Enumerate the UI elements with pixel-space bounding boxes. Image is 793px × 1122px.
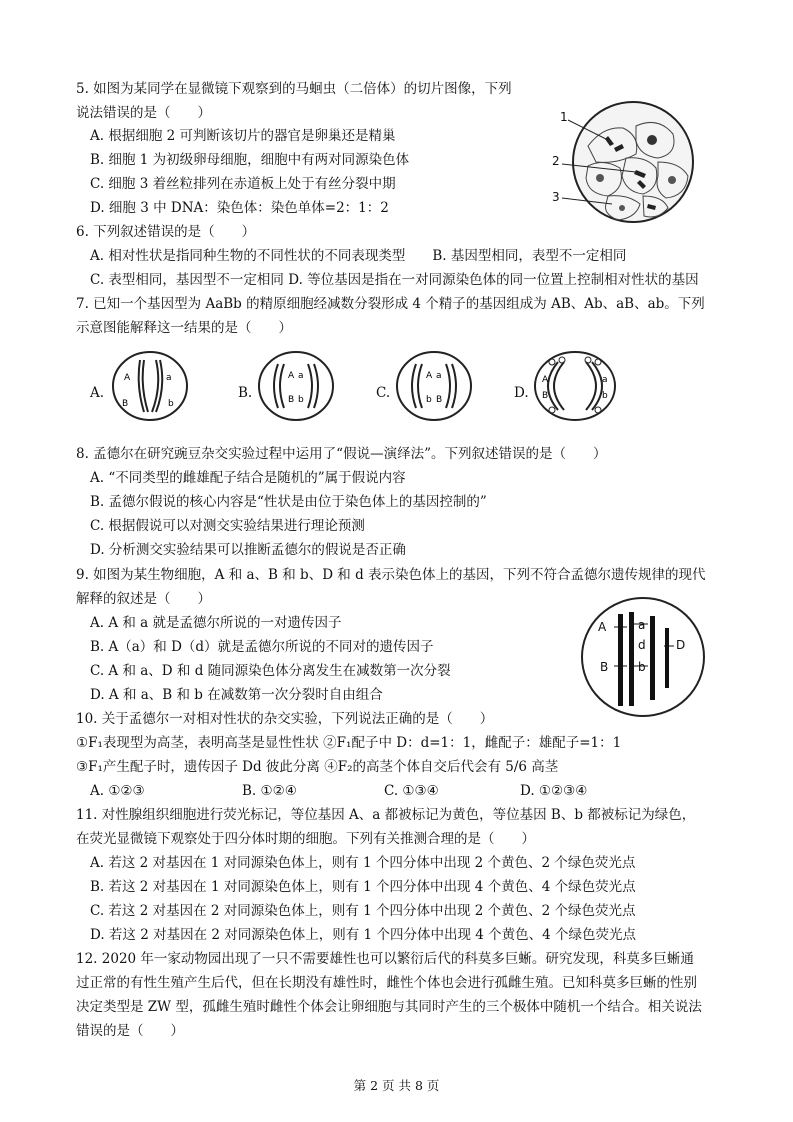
svg-text:A: A (124, 373, 131, 383)
q7-option-c-figure (394, 348, 474, 424)
q8-option-d: D. 分析测交实验结果可以推断孟德尔的假说是否正确 (90, 542, 406, 558)
svg-text:A: A (288, 371, 295, 381)
q9-option-a: A. A 和 a 就是孟德尔所说的一对遗传因子 (90, 615, 342, 631)
q6-options-cd: C. 表型相同，基因型不一定相同 D. 等位基因是指在一对同源染色体的同一位置上控制相对性状的基因 (90, 272, 699, 288)
q9-label-d: d (638, 638, 646, 652)
svg-text:B: B (288, 395, 295, 405)
q5-option-d: D. 细胞 3 中 DNA：染色体：染色单体=2：1：2 (90, 200, 389, 216)
q7-stem-line2: 示意图能解释这一结果的是（ ） (76, 320, 292, 336)
q10-option-c: C. ①③④ (384, 783, 439, 799)
q10-stem: 10. 关于孟德尔一对相对性状的杂交实验，下列说法正确的是（ ） (76, 711, 494, 727)
q7-option-d-figure (532, 348, 618, 424)
q9-label-b: b (638, 660, 646, 674)
q11-stem-line2: 在荧光显微镜下观察处于四分体时期的细胞。下列有关推测合理的是（ ） (76, 831, 535, 847)
q5-option-a: A. 根据细胞 2 可判断该切片的器官是卵巢还是精巢 (90, 128, 396, 144)
svg-text:A: A (542, 375, 549, 385)
svg-text:a: a (166, 373, 172, 383)
svg-text:b: b (602, 391, 608, 401)
svg-text:b: b (298, 395, 304, 405)
q5-label-1: 1 (560, 110, 568, 124)
q10-statement-line1: ①F₁表现型为高茎，表明高茎是显性性状 ②F₁配子中 D：d=1：1，雌配子：雄配子=1：1 (76, 735, 622, 751)
q10-option-b: B. ①②④ (242, 783, 297, 799)
q5-stem-line2: 说法错误的是（ ） (76, 105, 211, 121)
svg-text:a: a (298, 371, 304, 381)
q5-label-3: 3 (552, 190, 560, 204)
q10-option-a: A. ①②③ (90, 783, 145, 799)
q12-stem-line1: 12. 2020 年一家动物园出现了一只不需要雄性也可以繁衍后代的科莫多巨蜥。研究发现，科莫多巨蜥通 (76, 951, 694, 967)
q10-option-d: D. ①②③④ (520, 783, 588, 799)
svg-text:b: b (168, 399, 174, 409)
q9-label-B: B (600, 660, 609, 674)
q9-stem-line2: 解释的叙述是（ ） (76, 591, 211, 607)
q11-option-d: D. 若这 2 对基因在 2 对同源染色体上，则有 1 个四分体中出现 4 个黄色、4 个绿色荧光点 (90, 927, 636, 943)
q5-label-2: 2 (552, 154, 560, 168)
q8-stem: 8. 孟德尔在研究豌豆杂交实验过程中运用了“假说—演绎法”。下列叙述错误的是（ ） (76, 446, 607, 462)
q7-option-d-label: D. (514, 385, 529, 401)
q11-stem-line1: 11. 对性腺组织细胞进行荧光标记，等位基因 A、a 都被标记为黄色，等位基因 B、b 都被标记为绿色， (76, 807, 696, 823)
q10-statement-line2: ③F₁产生配子时，遗传因子 Dd 彼此分离 ④F₂的高茎个体自交后代会有 5/6 高茎 (76, 759, 559, 775)
q5-stem-line1: 5. 如图为某同学在显微镜下观察到的马蛔虫（二倍体）的切片图像，下列 (76, 81, 512, 97)
q5-option-c: C. 细胞 3 着丝粒排列在赤道板上处于有丝分裂中期 (90, 176, 396, 192)
q5-option-b: B. 细胞 1 为初级卵母细胞，细胞中有两对同源染色体 (90, 152, 410, 168)
page-number-footer: 第 2 页 共 8 页 (353, 1078, 440, 1093)
q7-option-c-label: C. (376, 385, 391, 401)
q9-option-b: B. A（a）和 D（d）就是孟德尔所说的不同对的遗传因子 (90, 639, 434, 655)
q9-stem-line1: 9. 如图为某生物细胞，A 和 a、B 和 b、D 和 d 表示染色体上的基因，下列不符合孟德尔遗传规律的现代 (76, 567, 706, 583)
q8-option-c: C. 根据假说可以对测交实验结果进行理论预测 (90, 518, 365, 534)
q5-microscope-figure (548, 96, 698, 226)
q7-option-a-figure (110, 348, 190, 424)
svg-text:B: B (542, 391, 549, 401)
q9-label-A: A (598, 620, 607, 634)
q7-option-b-figure (256, 348, 336, 424)
svg-text:a: a (436, 371, 442, 381)
q11-option-b: B. 若这 2 对基因在 1 对同源染色体上，则有 1 个四分体中出现 4 个黄色、4 个绿色荧光点 (90, 879, 636, 895)
q9-label-a: a (638, 618, 646, 632)
q12-stem-line3: 决定类型是 ZW 型，孤雌生殖时雌性个体会让卵细胞与其同时产生的三个极体中随机一个结合。相关说法 (76, 999, 702, 1015)
q6-stem: 6. 下列叙述错误的是（ ） (76, 224, 256, 240)
q7-option-a-label: A. (90, 385, 105, 401)
q9-cell-figure (578, 594, 708, 720)
q11-option-c: C. 若这 2 对基因在 2 对同源染色体上，则有 1 个四分体中出现 2 个黄色、2 个绿色荧光点 (90, 903, 636, 919)
svg-text:A: A (426, 371, 433, 381)
q11-option-a: A. 若这 2 对基因在 1 对同源染色体上，则有 1 个四分体中出现 2 个黄色、2 个绿色荧光点 (90, 855, 636, 871)
q9-option-c: C. A 和 a、D 和 d 随同源染色体分离发生在减数第一次分裂 (90, 663, 451, 679)
q6-options-ab: A. 相对性状是指同种生物的不同性状的不同表现类型 B. 基因型相同，表型不一定相同 (90, 248, 627, 264)
q9-option-d: D. A 和 a、B 和 b 在减数第一次分裂时自由组合 (90, 687, 383, 703)
q9-label-D: D (676, 638, 686, 652)
q12-stem-line4: 错误的是（ ） (76, 1023, 184, 1039)
q8-option-b: B. 孟德尔假说的核心内容是“性状是由位于染色体上的基因控制的” (90, 494, 487, 510)
q8-option-a: A. “不同类型的雌雄配子结合是随机的”属于假说内容 (90, 470, 406, 486)
svg-text:b: b (426, 395, 432, 405)
svg-text:B: B (122, 399, 129, 409)
q7-stem-line1: 7. 已知一个基因型为 AaBb 的精原细胞经减数分裂形成 4 个精子的基因组成为 AB、Ab、aB、ab。下列 (76, 296, 705, 312)
svg-text:B: B (436, 395, 443, 405)
svg-text:a: a (602, 375, 608, 385)
q7-option-b-label: B. (238, 385, 253, 401)
q12-stem-line2: 过正常的有性生殖产生后代，但在长期没有雄性时，雌性个体也会进行孤雌生殖。已知科莫多巨蜥的性别 (76, 975, 697, 991)
